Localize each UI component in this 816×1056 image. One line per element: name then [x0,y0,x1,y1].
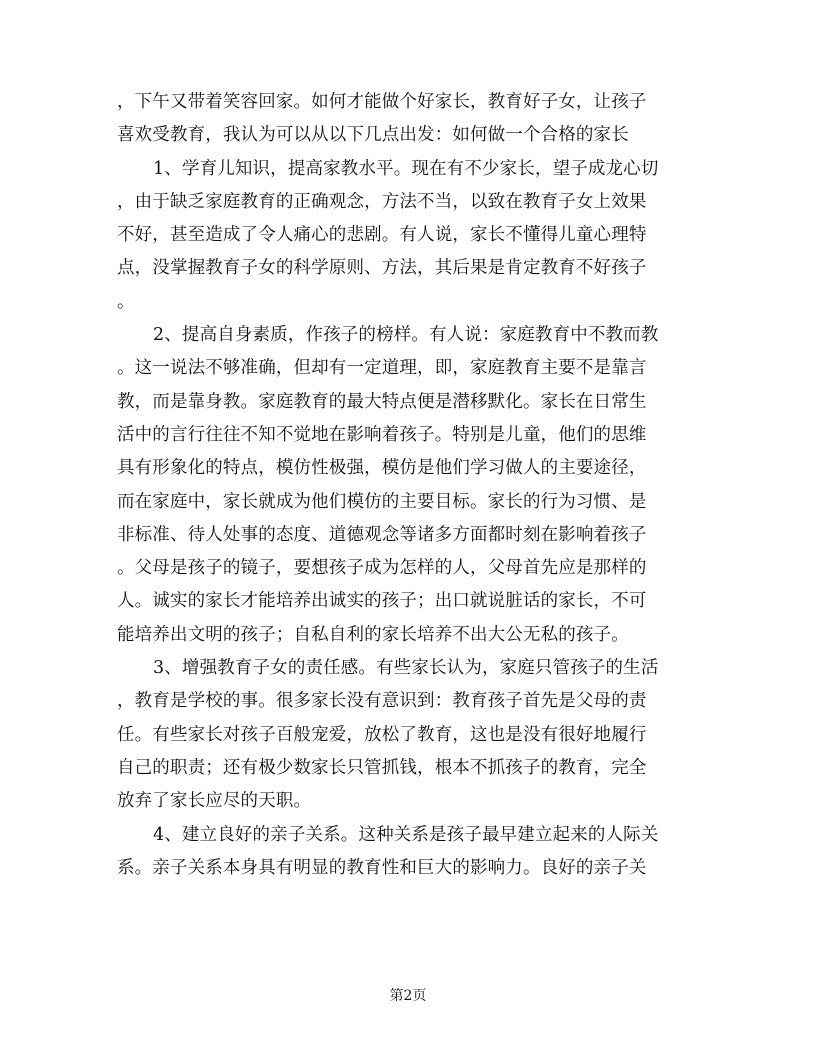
paragraph-2-start: 2、提高自身素质，作孩子的榜样。有人说：家庭教育中不教而教 [153,325,659,346]
text-line: 具有形象化的特点，模仿性极强，模仿是他们学习做人的主要途径， [117,458,647,479]
text-line: 能培养出文明的孩子；自私自利的家长培养不出大公无私的孩子。 [117,624,629,645]
text-line: ，教育是学校的事。很多家长没有意识到：教育孩子首先是父母的责 [117,691,647,712]
text-line: 。这一说法不够准确，但却有一定道理，即，家庭教育主要不是靠言 [117,358,647,379]
text-line: ，由于缺乏家庭教育的正确观念，方法不当，以致在教育子女上效果 [117,191,647,212]
paragraph-1-start: 1、学育儿知识，提高家教水平。现在有不少家长，望子成龙心切 [153,158,659,179]
paragraph-3-start: 3、增强教育子女的责任感。有些家长认为，家庭只管孩子的生活 [153,658,659,679]
text-line: 自己的职责；还有极少数家长只管抓钱，根本不抓孩子的教育，完全 [117,757,647,778]
text-line: 。父母是孩子的镜子，要想孩子成为怎样的人，父母首先应是那样的 [117,558,647,579]
text-line: ，下午又带着笑容回家。如何才能做个好家长，教育好子女，让孩子 [117,92,647,112]
text-line: 非标准、待人处事的态度、道德观念等诸多方面都时刻在影响着孩子 [117,524,647,545]
page-number: 第2页 [389,988,427,1004]
text-line: 不好，甚至造成了令人痛心的悲剧。有人说，家长不懂得儿童心理特 [117,225,647,246]
text-line: 放弃了家长应尽的天职。 [117,791,312,812]
paragraph-4-start: 4、建立良好的亲子关系。这种关系是孩子最早建立起来的人际关 [153,824,659,845]
text-line: 系。亲子关系本身具有明显的教育性和巨大的影响力。良好的亲子关 [117,857,647,878]
document-body [117,86,699,885]
text-line: 人。诚实的家长才能培养出诚实的孩子；出口就说脏话的家长，不可 [117,591,647,612]
text-line: 。 [117,291,135,312]
text-line: 点，没掌握教育子女的科学原则、方法，其后果是肯定教育不好孩子 [117,258,647,279]
text-line: 活中的言行往往不知不觉地在影响着孩子。特别是儿童，他们的思维 [117,424,647,445]
text-line: 喜欢受教育，我认为可以从以下几点出发：如何做一个合格的家长 [117,125,629,146]
text-line: 而在家庭中，家长就成为他们模仿的主要目标。家长的行为习惯、是 [117,491,647,512]
text-line: 教，而是靠身教。家庭教育的最大特点便是潜移默化。家长在日常生 [117,391,647,412]
text-line: 任。有些家长对孩子百般宠爱，放松了教育，这也是没有很好地履行 [117,724,647,745]
